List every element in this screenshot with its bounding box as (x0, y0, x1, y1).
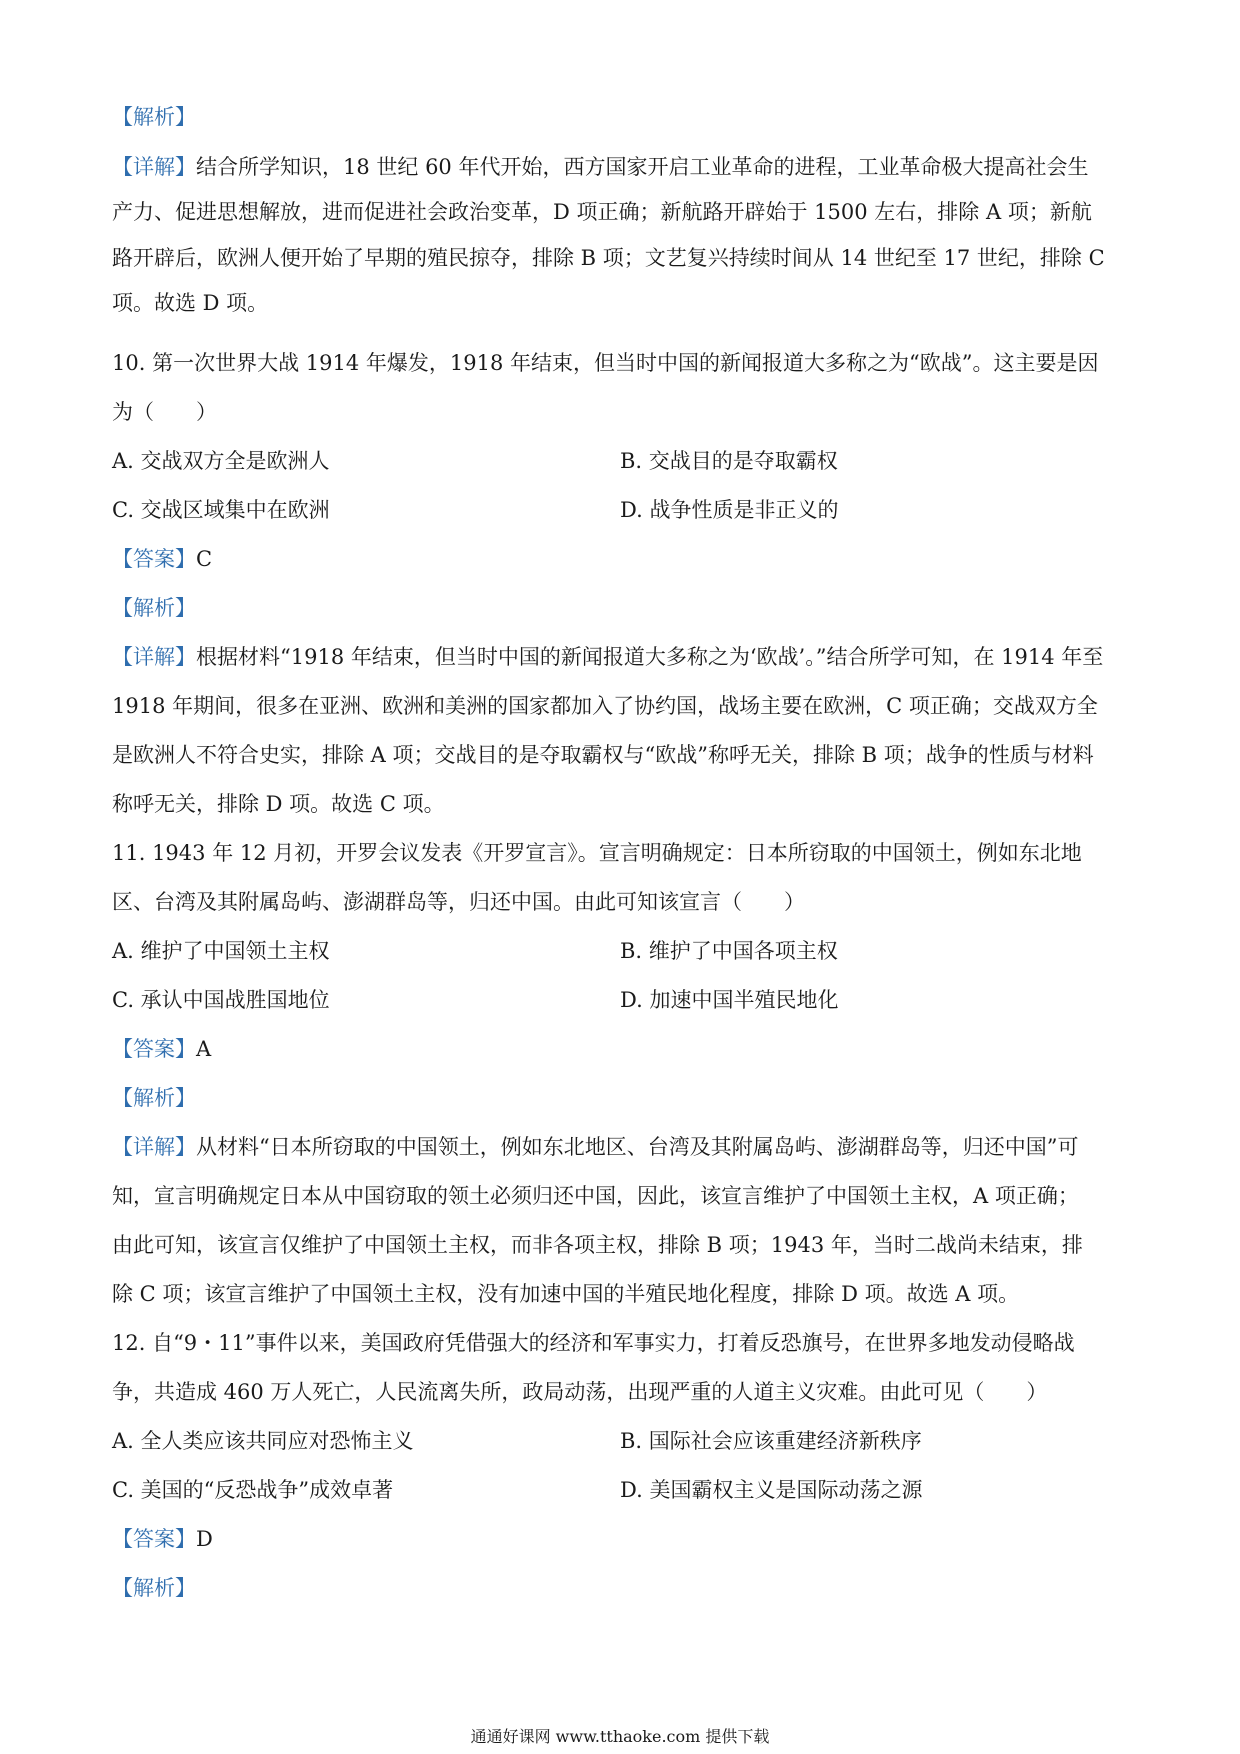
detail-tag: 【详解】 (112, 155, 196, 179)
question-stem: 争，共造成 460 万人死亡，人民流离失所，政局动荡，出现严重的人道主义灾难。由此可见（ ） (112, 1380, 1048, 1404)
detail-text: 根据材料“1918 年结束，但当时中国的新闻报道大多称之为‘欧战’。”结合所学可知，在 1914 年至 (196, 645, 1104, 669)
detail-text: 产力、促进思想解放，进而促进社会政治变革，D 项正确；新航路开辟始于 1500 左右，排除 A 项；新航 (112, 200, 1092, 224)
answer-tag: 【答案】 (112, 547, 196, 571)
option-a: A. 全人类应该共同应对恐怖主义 (112, 1429, 414, 1453)
detail-paragraph-line (112, 152, 1132, 182)
detail-text: 称呼无关，排除 D 项。故选 C 项。 (112, 792, 445, 816)
option-c: C. 承认中国战胜国地位 (112, 988, 330, 1012)
question-stem: 11. 1943 年 12 月初，开罗会议发表《开罗宣言》。宣言明确规定：日本所窃取的中国领土，例如东北地 (112, 841, 1082, 865)
answer-value: D (196, 1527, 213, 1551)
detail-text: 从材料“日本所窃取的中国领土，例如东北地区、台湾及其附属岛屿、澎湖群岛等，归还中国”可 (196, 1135, 1079, 1159)
answer-tag: 【答案】 (112, 1527, 196, 1551)
analysis-tag: 【解析】 (112, 1576, 196, 1600)
analysis-tag: 【解析】 (112, 1086, 196, 1110)
question-stem: 12. 自“9・11”事件以来，美国政府凭借强大的经济和军事实力，打着反恐旗号，在世界多地发动侵略战 (112, 1331, 1075, 1355)
detail-text: 知，宣言明确规定日本从中国窃取的领土必须归还中国，因此，该宣言维护了中国领土主权，A 项正确； (112, 1184, 1079, 1208)
option-a: A. 交战双方全是欧洲人 (112, 449, 330, 473)
option-b: B. 交战目的是夺取霸权 (620, 449, 838, 473)
option-a: A. 维护了中国领土主权 (112, 939, 330, 963)
answer-line (112, 1034, 1132, 1064)
option-d: D. 战争性质是非正义的 (620, 498, 839, 522)
option-b: B. 国际社会应该重建经济新秩序 (620, 1429, 922, 1453)
detail-text: 由此可知，该宣言仅维护了中国领土主权，而非各项主权，排除 B 项；1943 年，当时二战尚未结束，排 (112, 1233, 1083, 1257)
option-c: C. 交战区域集中在欧洲 (112, 498, 330, 522)
detail-text: 结合所学知识，18 世纪 60 年代开始，西方国家开启工业革命的进程，工业革命极大提高社会生 (196, 155, 1089, 179)
detail-paragraph-line (112, 642, 1132, 672)
page-footer: 通通好课网 www.tthaoke.com 提供下载 (470, 1727, 770, 1746)
detail-tag: 【详解】 (112, 645, 196, 669)
analysis-tag: 【解析】 (112, 596, 196, 620)
detail-text: 是欧洲人不符合史实，排除 A 项；交战目的是夺取霸权与“欧战”称呼无关，排除 B 项；战争的性质与材料 (112, 743, 1094, 767)
option-c: C. 美国的“反恐战争”成效卓著 (112, 1478, 394, 1502)
question-stem: 10. 第一次世界大战 1914 年爆发，1918 年结束，但当时中国的新闻报道大多称之为“欧战”。这主要是因 (112, 351, 1099, 375)
analysis-tag: 【解析】 (112, 105, 196, 129)
question-stem: 区、台湾及其附属岛屿、澎湖群岛等，归还中国。由此可知该宣言（ ） (112, 890, 805, 914)
answer-line (112, 544, 1132, 574)
option-d: D. 美国霸权主义是国际动荡之源 (620, 1478, 923, 1502)
detail-text: 路开辟后，欧洲人便开始了早期的殖民掠夺，排除 B 项；文艺复兴持续时间从 14 世纪至 17 世纪，排除 C (112, 246, 1105, 270)
answer-tag: 【答案】 (112, 1037, 196, 1061)
answer-line (112, 1524, 1132, 1554)
answer-value: C (196, 547, 213, 571)
detail-paragraph-line (112, 1132, 1132, 1162)
detail-tag: 【详解】 (112, 1135, 196, 1159)
question-stem: 为（ ） (112, 400, 217, 424)
detail-text: 项。故选 D 项。 (112, 291, 269, 315)
answer-value: A (196, 1037, 212, 1061)
option-b: B. 维护了中国各项主权 (620, 939, 838, 963)
detail-text: 除 C 项；该宣言维护了中国领土主权，没有加速中国的半殖民地化程度，排除 D 项。故选 A 项。 (112, 1282, 1020, 1306)
option-d: D. 加速中国半殖民地化 (620, 988, 839, 1012)
detail-text: 1918 年期间，很多在亚洲、欧洲和美洲的国家都加入了协约国，战场主要在欧洲，C 项正确；交战双方全 (112, 694, 1098, 718)
